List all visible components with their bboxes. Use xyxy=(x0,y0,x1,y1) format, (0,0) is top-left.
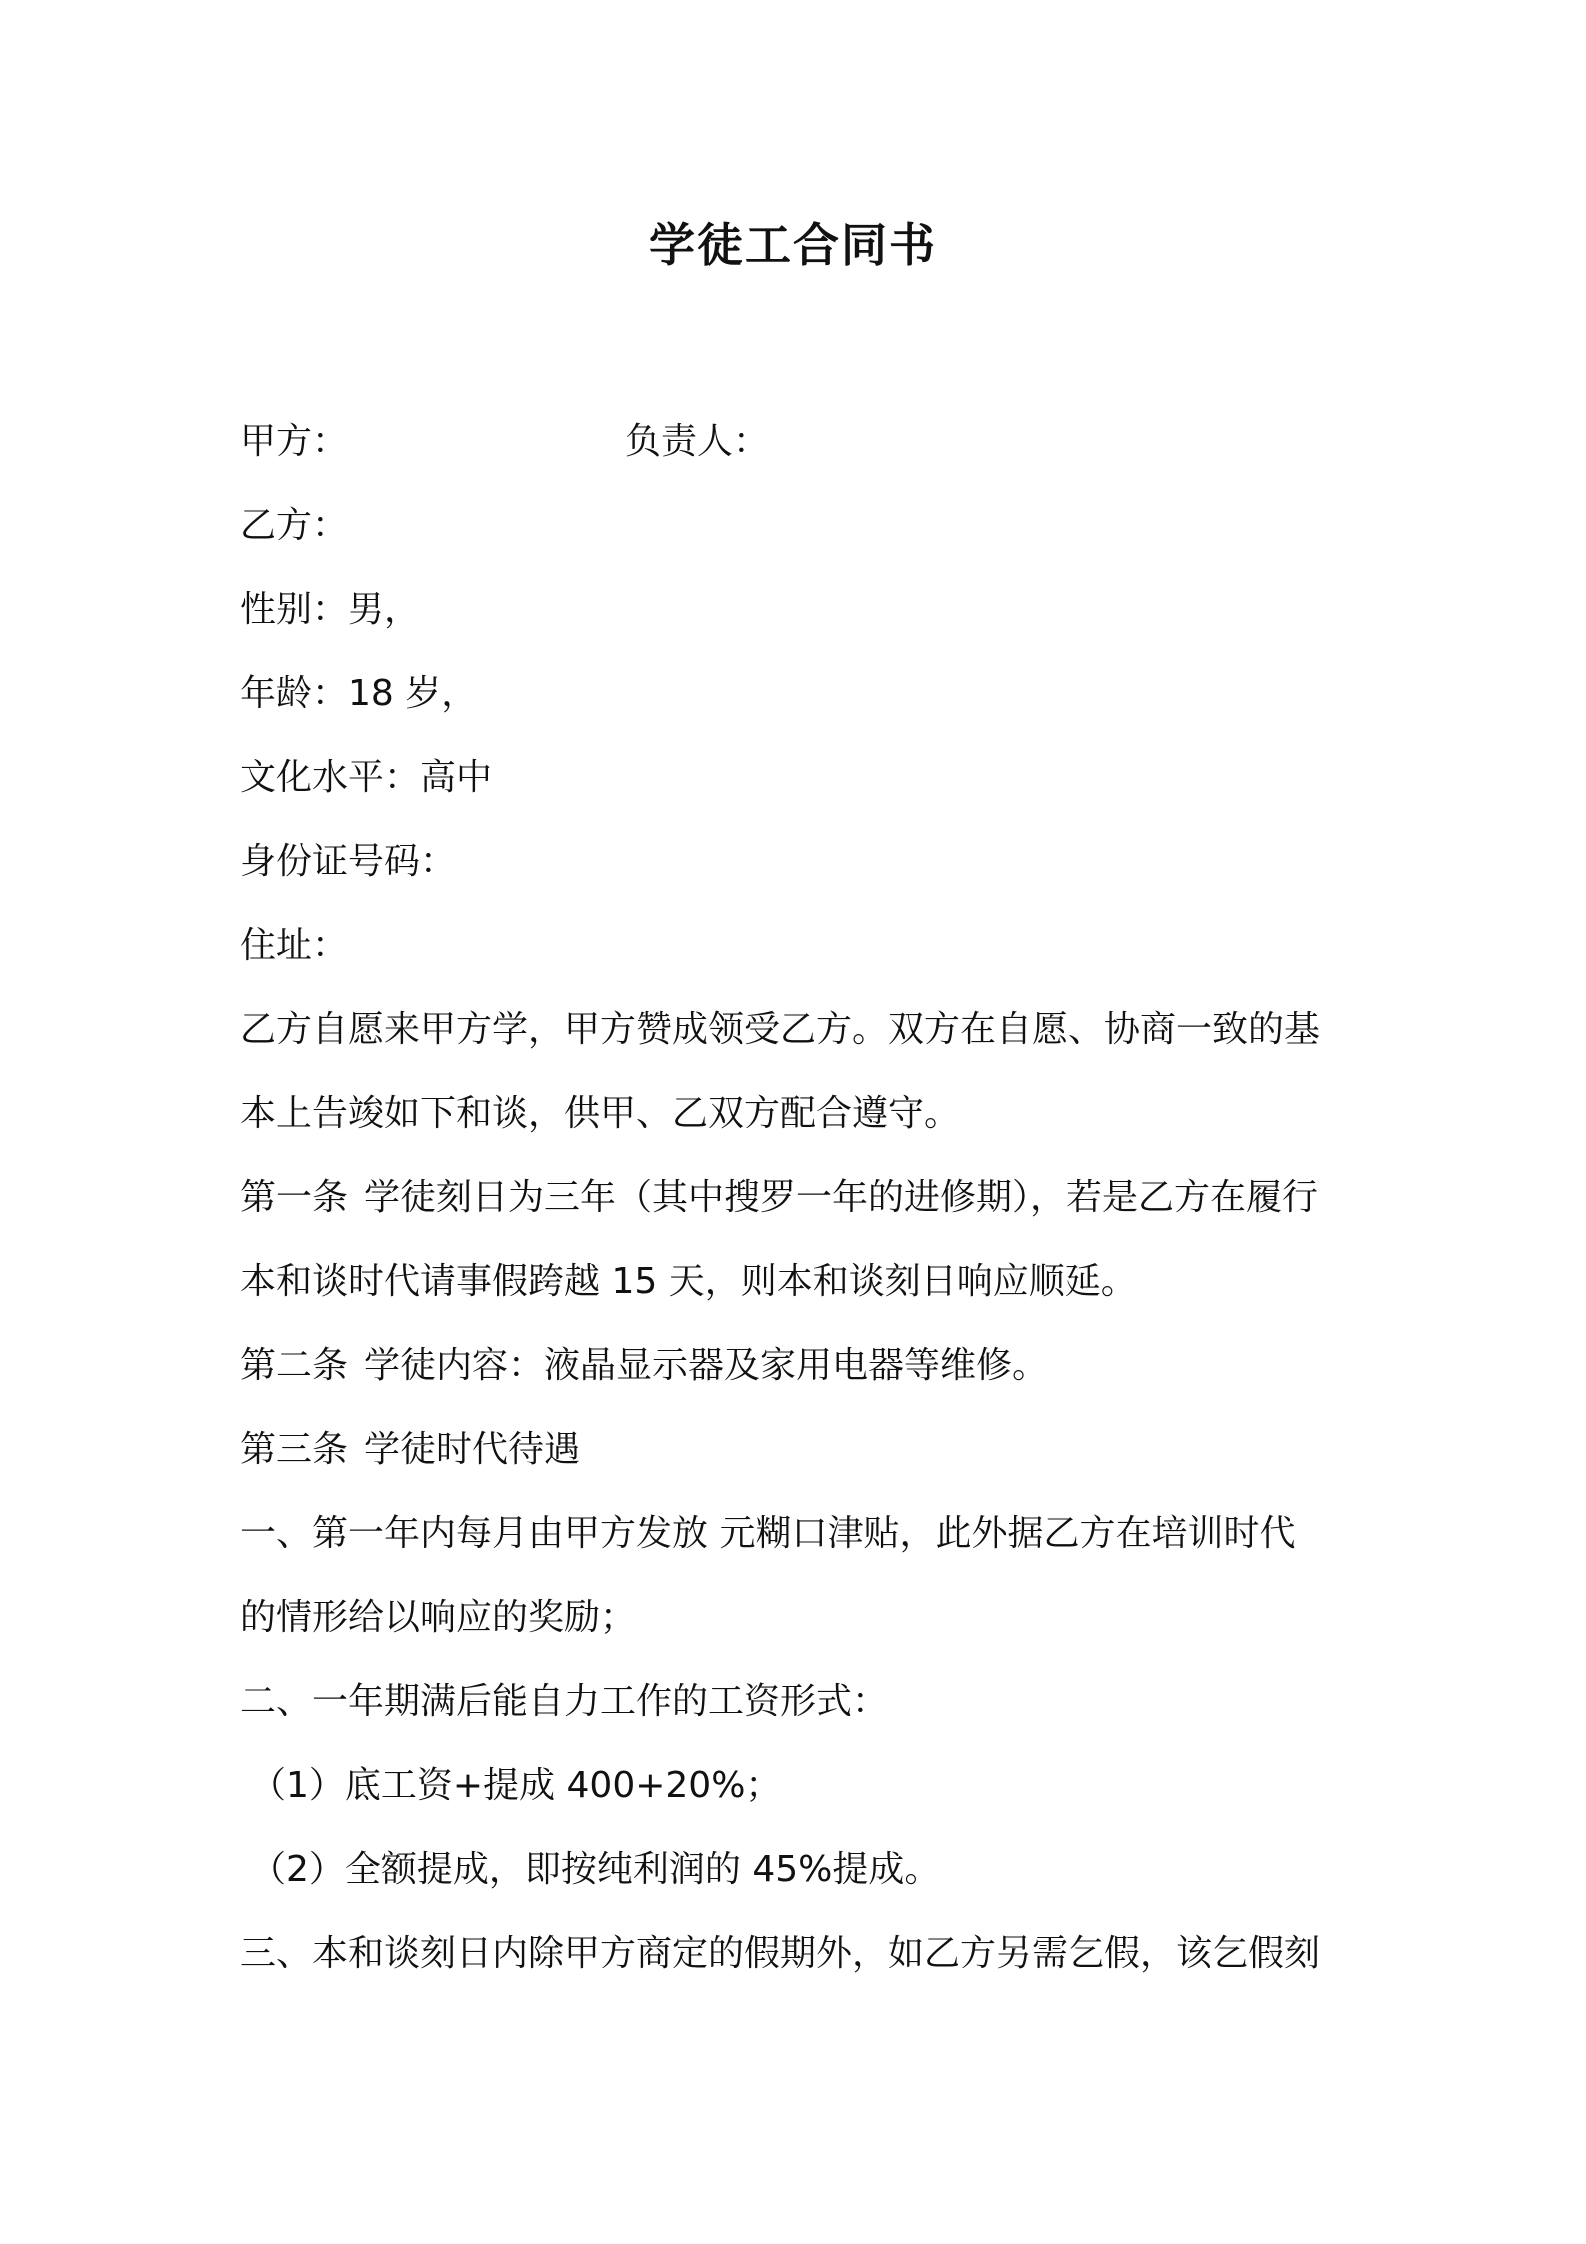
article-3-item-2: 二、一年期满后能自力工作的工资形式： xyxy=(240,1681,889,1722)
article-2-text: 学徒内容：液晶显示器及家用电器等维修。 xyxy=(364,1345,1049,1386)
age-label: 年龄：18 岁， xyxy=(240,673,478,714)
document-title: 学徒工合同书 xyxy=(649,218,937,272)
article-3-item-1-line-1: 一、第一年内每月由甲方发放 元糊口津贴，此外据乙方在培训时代 xyxy=(240,1513,1296,1554)
article-1-line-1 xyxy=(240,1156,1360,1240)
party-a-row xyxy=(240,400,1360,484)
article-3-item-2-sub-2: （2）全额提成，即按纯利润的 45%提成。 xyxy=(250,1849,941,1890)
article-1-text: 学徒刻日为三年（其中搜罗一年的进修期），若是乙方在履行 xyxy=(364,1177,1319,1218)
intro-line-2: 本上告竣如下和谈，供甲、乙双方配合遵守。 xyxy=(240,1093,961,1134)
article-1-heading: 第一条 xyxy=(240,1177,349,1218)
article-3-item-3-line-1: 三、本和谈刻日内除甲方商定的假期外，如乙方另需乞假，该乞假刻 xyxy=(240,1933,1321,1974)
party-b-label: 乙方： xyxy=(240,505,349,546)
article-2-line xyxy=(240,1324,1360,1408)
gender-label: 性别：男， xyxy=(240,589,421,630)
article-2-heading: 第二条 xyxy=(240,1345,349,1386)
party-a-label: 甲方： xyxy=(240,421,349,462)
article-3-item-1-line-2: 的情形给以响应的奖励； xyxy=(240,1597,637,1638)
intro-line-1: 乙方自愿来甲方学，甲方赞成领受乙方。双方在自愿、协商一致的基 xyxy=(240,1009,1321,1050)
article-3-heading: 第三条 xyxy=(240,1429,349,1470)
id-number-label: 身份证号码： xyxy=(240,841,457,882)
document-body xyxy=(240,400,1360,1996)
address-label: 住址： xyxy=(240,925,349,966)
article-3-text: 学徒时代待遇 xyxy=(364,1429,581,1470)
article-3-item-2-sub-1: （1）底工资+提成 400+20%； xyxy=(250,1765,782,1806)
article-1-line-2: 本和谈时代请事假跨越 15 天，则本和谈刻日响应顺延。 xyxy=(240,1261,1137,1302)
responsible-label: 负责人： xyxy=(625,421,770,462)
education-label: 文化水平：高中 xyxy=(240,757,493,798)
article-3-line xyxy=(240,1408,1360,1492)
